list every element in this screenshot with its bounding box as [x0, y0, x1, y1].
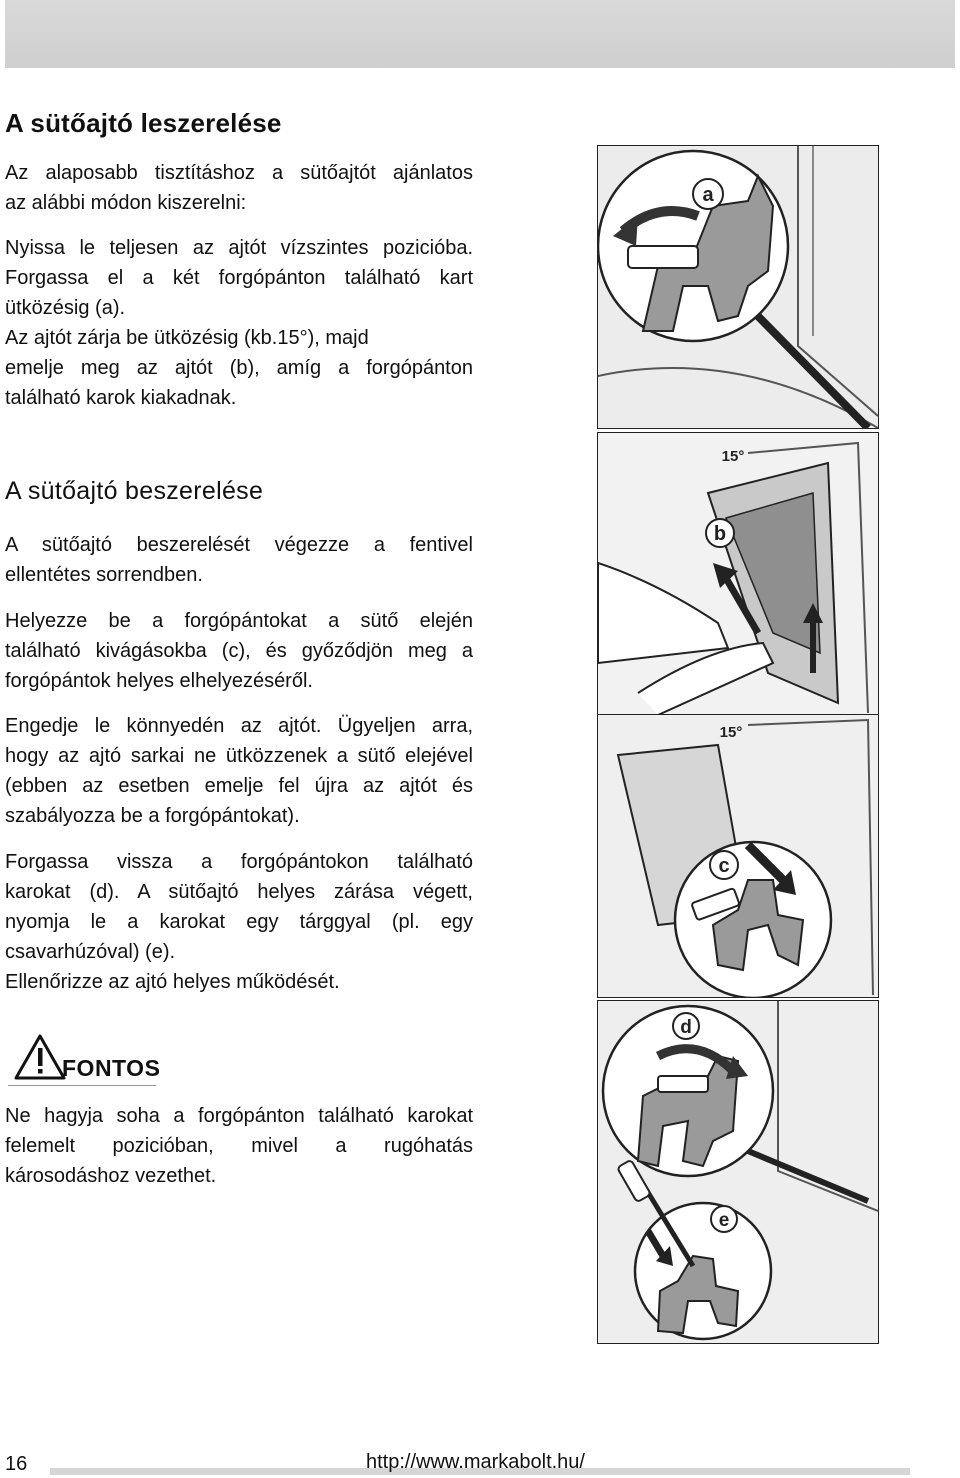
installation-lower-door-paragraph: Engedje le könnyedén az ajtót. Ügyeljen arra, hogy az ajtó sarkai ne ütközzenek a sütő elejével (ebben az esetben emelje fel újra az ajtót és szabályozza be a forgópántokat).: [5, 715, 473, 827]
page-number: 16: [5, 1453, 28, 1475]
section-title-removal: A sütőajtó leszerelése: [5, 108, 282, 138]
header-bar: [5, 0, 955, 68]
installation-hinge-paragraph: Helyezze be a forgópántokat a sütő elején található kivágásokba (c), és győződjön meg a forgópántok helyes elhelyezéséről.: [5, 610, 473, 692]
figure-e-letter: e: [718, 1210, 730, 1231]
figure-b-angle: 15°: [721, 448, 745, 465]
figure-c-angle: 15°: [719, 724, 743, 741]
installation-levers-paragraph: Forgassa vissza a forgópántokon található karokat (d). A sütőajtó helyes zárása végett, nyomja le a karokat egy tárggyal (pl. egy csavarhúzóval) (e). Ellenőrizze az ajtó helyes működését.: [5, 851, 473, 993]
installation-intro-paragraph: A sütőajtó beszerelését végezze a fentivel ellentétes sorrendben.: [5, 534, 473, 586]
figure-a-hinge-lever: [597, 145, 879, 429]
figure-c-letter: c: [718, 855, 730, 877]
warning-text: Ne hagyja soha a forgópánton található karokat felemelt pozicióban, mivel a rugóhatás károsodáshoz vezethet.: [5, 1105, 473, 1187]
section-title-installation: A sütőajtó beszerelése: [5, 477, 264, 505]
figure-b-lift-door: [597, 432, 879, 716]
warning-label: FONTOS: [62, 1055, 161, 1081]
figure-b-letter: b: [713, 523, 727, 545]
figure-a-letter: a: [702, 184, 714, 206]
figure-c-insert-hinges: [597, 714, 879, 998]
warning-underline: [8, 1085, 156, 1086]
figure-de-close-levers: [597, 1000, 879, 1344]
footer-url[interactable]: http://www.markabolt.hu/: [366, 1451, 585, 1473]
removal-steps-paragraph: Nyissa le teljesen az ajtót vízszintes pozicióba. Forgassa el a két forgópánton található kart ütközésig (a). Az ajtót zárja be ütközésig (kb.15°), majd emelje meg az ajtót (b), amíg a forgópánton található karok kiakadnak.: [5, 237, 473, 409]
figure-d-letter: d: [680, 1017, 692, 1038]
removal-intro-paragraph: Az alaposabb tisztításhoz a sütőajtót ajánlatos az alábbi módon kiszerelni:: [5, 162, 473, 214]
